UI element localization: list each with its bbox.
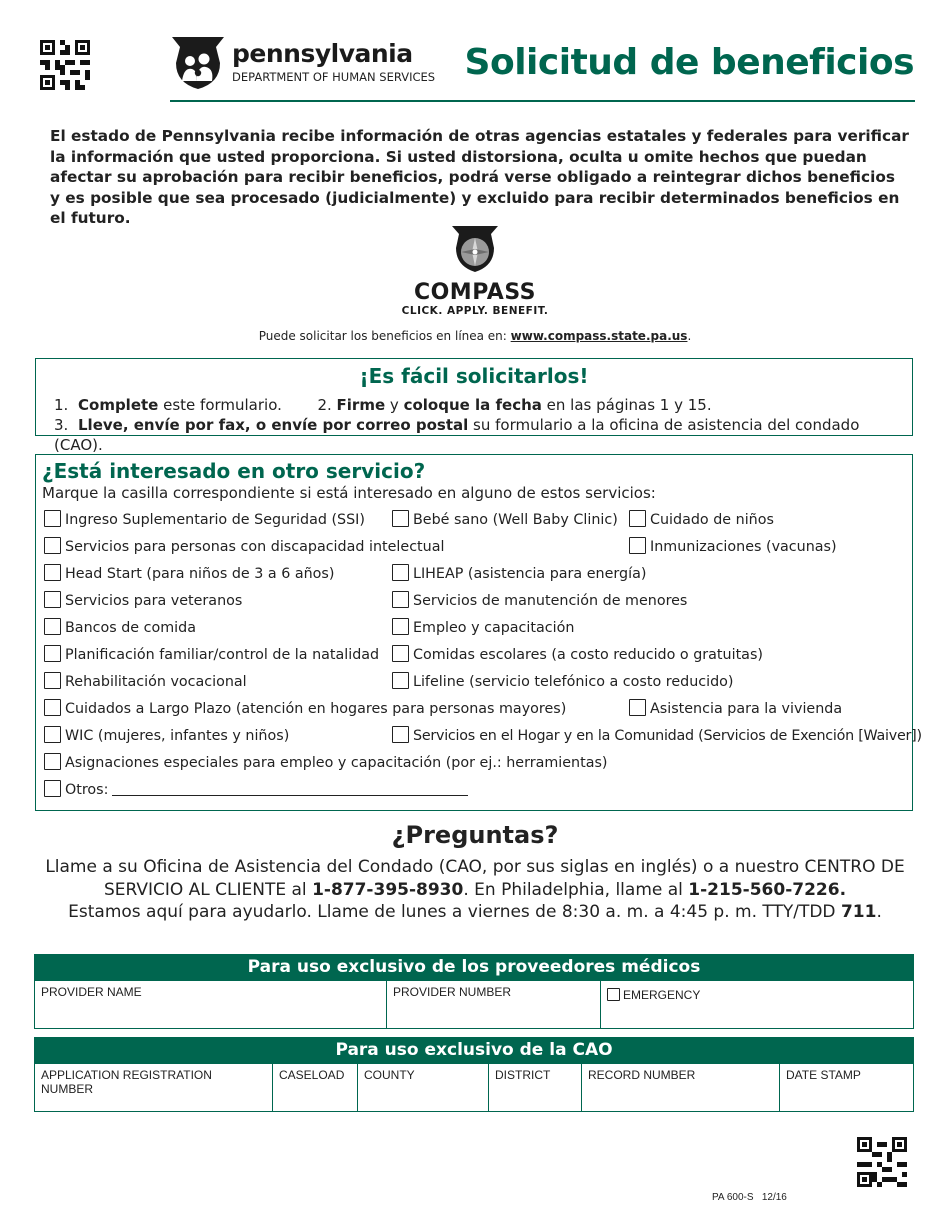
questions-hours: Estamos aquí para ayudarlo. Llame de lunes a viernes de 8:30 a. m. a 4:45 p. m. TTY/TDD — [68, 902, 841, 922]
questions-body — [40, 856, 910, 924]
online-end: . — [687, 329, 692, 343]
services-subtitle: Marque la casilla correspondiente si está interesado en alguno de estos servicios: — [42, 484, 656, 502]
service-veterans[interactable]: Servicios para veteranos — [44, 591, 242, 611]
step1-text: este formulario. — [158, 396, 282, 414]
easy-title: ¡Es fácil solicitarlos! — [359, 364, 589, 388]
page-title: Solicitud de beneficios — [464, 42, 914, 83]
step1-bold: Complete — [78, 396, 159, 414]
checkbox[interactable] — [44, 753, 61, 770]
checkbox[interactable] — [392, 618, 409, 635]
questions-title: ¿Preguntas? — [391, 821, 559, 849]
easy-steps-box — [35, 358, 913, 454]
service-lifeline[interactable]: Lifeline (servicio telefónico a costo reducido) — [392, 672, 734, 692]
step2-bold-date: coloque la fecha — [403, 396, 542, 414]
date-stamp-field[interactable]: DATE STAMP — [780, 1064, 914, 1111]
service-employment-training[interactable]: Empleo y capacitación — [392, 618, 574, 638]
cao-row — [34, 1064, 914, 1112]
service-well-baby[interactable]: Bebé sano (Well Baby Clinic) — [392, 510, 618, 530]
cao-header: Para uso exclusivo de la CAO — [34, 1037, 914, 1064]
service-child-support[interactable]: Servicios de manutención de menores — [392, 591, 687, 611]
compass-tagline: CLICK. APPLY. BENEFIT. — [401, 305, 549, 317]
brand-name: pennsylvania — [232, 39, 413, 68]
service-liheap[interactable]: LIHEAP (asistencia para energía) — [392, 564, 646, 584]
checkbox[interactable] — [392, 726, 409, 743]
fraud-warning: El estado de Pennsylvania recibe información de otras agencias estatales y federales para verificar la información que usted proporciona. Si usted distorsiona, oculta u omite hechos que puedan afectar su aprobación para recibir beneficios, podrá verse obligado a reintegrar dichos beneficios y es posible que sea procesado (judicialmente) y excluido para recibir determinados beneficios en el futuro. — [50, 127, 909, 227]
caseload-field[interactable]: CASELOAD — [273, 1064, 358, 1111]
compass-logo — [375, 224, 575, 317]
form-number: PA 600-S 12/16 — [712, 1192, 787, 1203]
questions-end: . — [876, 902, 882, 922]
checkbox[interactable] — [629, 537, 646, 554]
questions-mid: . En Philadelphia, llame al — [463, 879, 689, 900]
compass-keystone-icon — [451, 224, 499, 274]
service-intellectual-disability[interactable]: Servicios para personas con discapacidad intelectual — [44, 537, 444, 557]
checkbox[interactable] — [44, 780, 61, 797]
step3-text: su formulario a la oficina de asistencia del condado (CAO). — [54, 416, 860, 454]
checkbox[interactable] — [44, 591, 61, 608]
tty-number: 711 — [840, 902, 877, 922]
other-services-box — [35, 454, 922, 811]
service-ssi[interactable]: Ingreso Suplementario de Seguridad (SSI) — [44, 510, 365, 530]
philadelphia-phone: 1-215-560-7226. — [688, 879, 847, 900]
checkbox[interactable] — [392, 591, 409, 608]
service-other[interactable]: Otros: — [44, 780, 468, 800]
provider-number-field[interactable]: PROVIDER NUMBER — [387, 981, 601, 1028]
steps-line-2 — [54, 415, 912, 455]
step2-bold-sign: Firme — [336, 396, 386, 414]
service-head-start[interactable]: Head Start (para niños de 3 a 6 años) — [44, 564, 334, 584]
checkbox[interactable] — [44, 645, 61, 662]
checkbox[interactable] — [392, 645, 409, 662]
other-input-line[interactable] — [112, 781, 468, 796]
keystone-family-icon — [170, 35, 226, 91]
step2-number: 2. — [317, 396, 332, 414]
emergency-field[interactable]: EMERGENCY — [601, 981, 914, 1028]
customer-service-phone: 1-877-395-8930 — [312, 879, 464, 900]
compass-link[interactable]: www.compass.state.pa.us — [510, 329, 688, 343]
record-number-field[interactable]: RECORD NUMBER — [582, 1064, 780, 1111]
step1-number: 1. — [54, 396, 69, 414]
county-field[interactable]: COUNTY — [358, 1064, 489, 1111]
compass-name: COMPASS — [413, 280, 537, 305]
application-registration-number-field[interactable]: APPLICATION REGISTRATION NUMBER — [35, 1064, 273, 1111]
cao-table — [34, 1037, 914, 1112]
service-school-meals[interactable]: Comidas escolares (a costo reducido o gratuitas) — [392, 645, 763, 665]
district-field[interactable]: DISTRICT — [489, 1064, 582, 1111]
service-housing[interactable]: Asistencia para la vivienda — [629, 699, 842, 719]
checkbox[interactable] — [44, 564, 61, 581]
qr-code-bottom — [857, 1137, 907, 1187]
qr-code-top — [40, 40, 90, 90]
service-family-planning[interactable]: Planificación familiar/control de la natalidad — [44, 645, 379, 665]
checkbox[interactable] — [392, 564, 409, 581]
online-apply-note — [0, 329, 950, 343]
checkbox[interactable] — [44, 537, 61, 554]
easy-steps — [54, 395, 912, 455]
questions-line1: Llame a su Oficina de Asistencia del Condado (CAO, por sus siglas en inglés) o a nuestro CENTRO DE SERVICIO AL CLIENTE al — [45, 857, 905, 900]
emergency-checkbox[interactable] — [607, 988, 620, 1001]
step2-text: en las páginas 1 y 15. — [541, 396, 712, 414]
header-divider — [170, 100, 915, 102]
checkbox[interactable] — [392, 672, 409, 689]
checkbox[interactable] — [44, 672, 61, 689]
checkbox[interactable] — [44, 699, 61, 716]
service-child-care[interactable]: Cuidado de niños — [629, 510, 774, 530]
step2-mid: y — [385, 396, 404, 414]
services-title: ¿Está interesado en otro servicio? — [42, 459, 426, 483]
providers-row — [34, 981, 914, 1029]
brand-department: DEPARTMENT OF HUMAN SERVICES — [232, 70, 436, 84]
service-immunizations[interactable]: Inmunizaciones (vacunas) — [629, 537, 837, 557]
providers-header: Para uso exclusivo de los proveedores médicos — [34, 954, 914, 981]
provider-name-field[interactable]: PROVIDER NAME — [35, 981, 387, 1028]
service-vocational-rehab[interactable]: Rehabilitación vocacional — [44, 672, 247, 692]
service-home-community[interactable]: Servicios en el Hogar y en la Comunidad (Servicios de Exención [Waiver]) — [392, 726, 922, 746]
online-text: Puede solicitar los beneficios en línea en: — [258, 329, 511, 343]
pa-dhs-logo — [170, 35, 450, 91]
checkbox[interactable] — [629, 510, 646, 527]
step3-bold: Lleve, envíe por fax, o envíe por correo postal — [78, 416, 469, 434]
checkbox[interactable] — [629, 699, 646, 716]
service-food-banks[interactable]: Bancos de comida — [44, 618, 196, 638]
checkbox[interactable] — [44, 510, 61, 527]
service-wic[interactable]: WIC (mujeres, infantes y niños) — [44, 726, 289, 746]
steps-line-1 — [54, 395, 912, 415]
step3-number: 3. — [54, 416, 69, 434]
medical-providers-table — [34, 954, 914, 1029]
service-special-allowances[interactable]: Asignaciones especiales para empleo y capacitación (por ej.: herramientas) — [44, 753, 608, 773]
checkbox[interactable] — [44, 726, 61, 743]
checkbox[interactable] — [44, 618, 61, 635]
checkbox[interactable] — [392, 510, 409, 527]
service-long-term-care[interactable]: Cuidados a Largo Plazo (atención en hogares para personas mayores) — [44, 699, 566, 719]
